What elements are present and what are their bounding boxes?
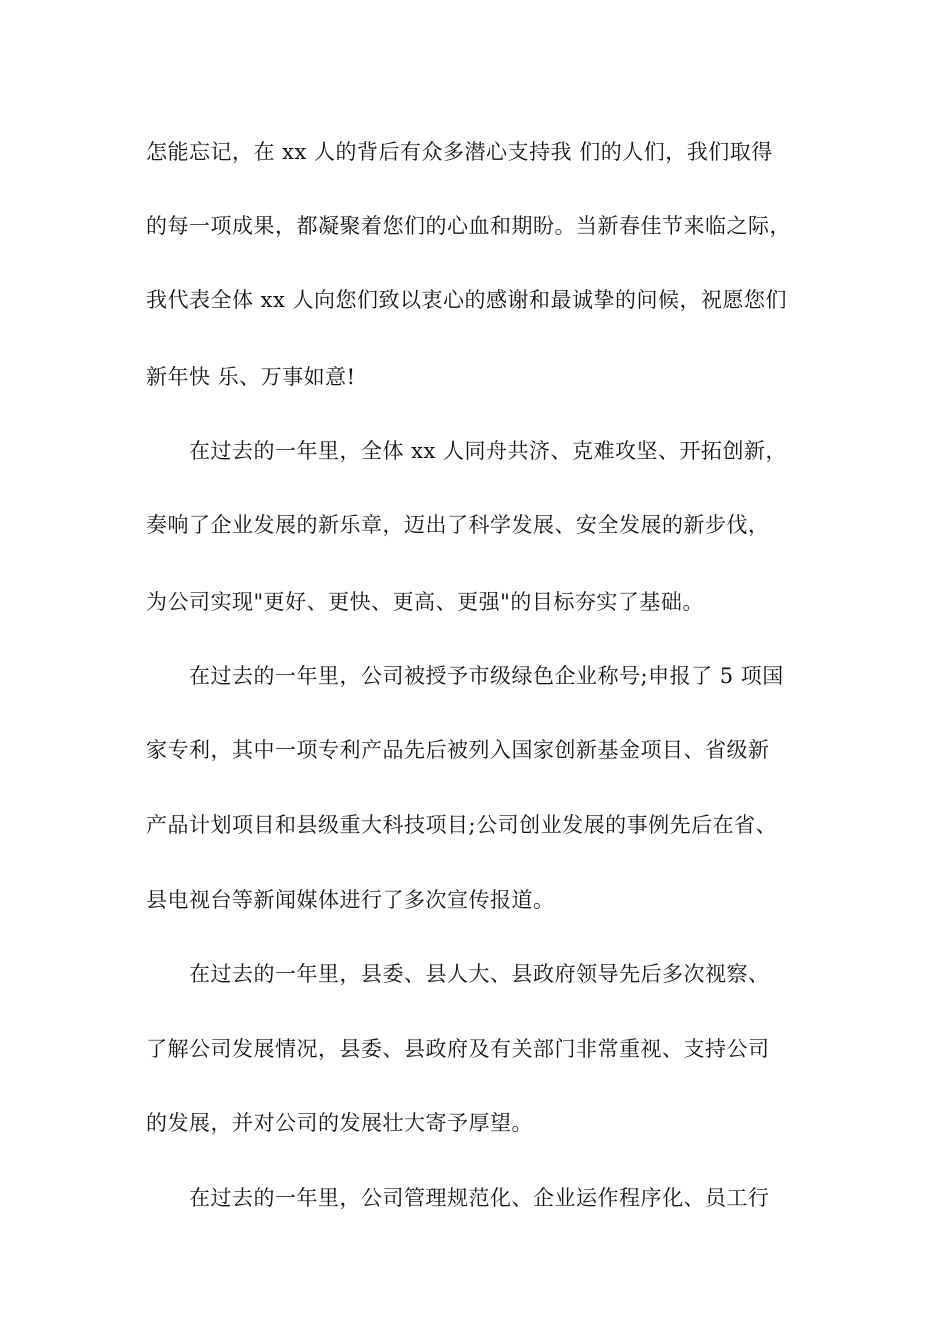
text-line: 的发展，并对公司的发展壮大寄予厚望。 (146, 1111, 533, 1135)
text-line: 产品计划项目和县级重大科技项目;公司创业发展的事例先后在省、 (146, 813, 778, 837)
text-line: 了解公司发展情况，县委、县政府及有关部门非常重视、支持公司 (146, 1037, 770, 1061)
text-line: 怎能忘记，在 xx 人的背后有众多潜心支持我 们的人们，我们取得 (146, 140, 773, 164)
text-line: 我代表全体 xx 人向您们致以衷心的感谢和最诚挚的问候，祝愿您们 (146, 288, 788, 312)
paragraph-first-line: 在过去的一年里，县委、县人大、县政府领导先后多次视察、 (189, 962, 770, 986)
text-line: 县电视台等新闻媒体进行了多次宣传报道。 (146, 888, 555, 912)
paragraph-first-line: 在过去的一年里，全体 xx 人同舟共济、克难攻坚、开拓创新， (189, 439, 788, 463)
text-line: 的每一项成果，都凝聚着您们的心血和期盼。当新春佳节来临之际， (146, 214, 791, 238)
text-line: 家专利，其中一项专利产品先后被列入国家创新基金项目、省级新 (146, 738, 770, 762)
text-line: 奏响了企业发展的新乐章，迈出了科学发展、安全发展的新步伐， (146, 513, 770, 537)
text-line: 新年快 乐、万事如意! (146, 365, 356, 389)
paragraph-first-line: 在过去的一年里，公司管理规范化、企业运作程序化、员工行 (189, 1186, 770, 1210)
text-line: 为公司实现"更好、更快、更高、更强"的目标夯实了基础。 (146, 590, 704, 614)
paragraph-first-line: 在过去的一年里，公司被授予市级绿色企业称号;申报了 5 项国 (189, 664, 784, 688)
